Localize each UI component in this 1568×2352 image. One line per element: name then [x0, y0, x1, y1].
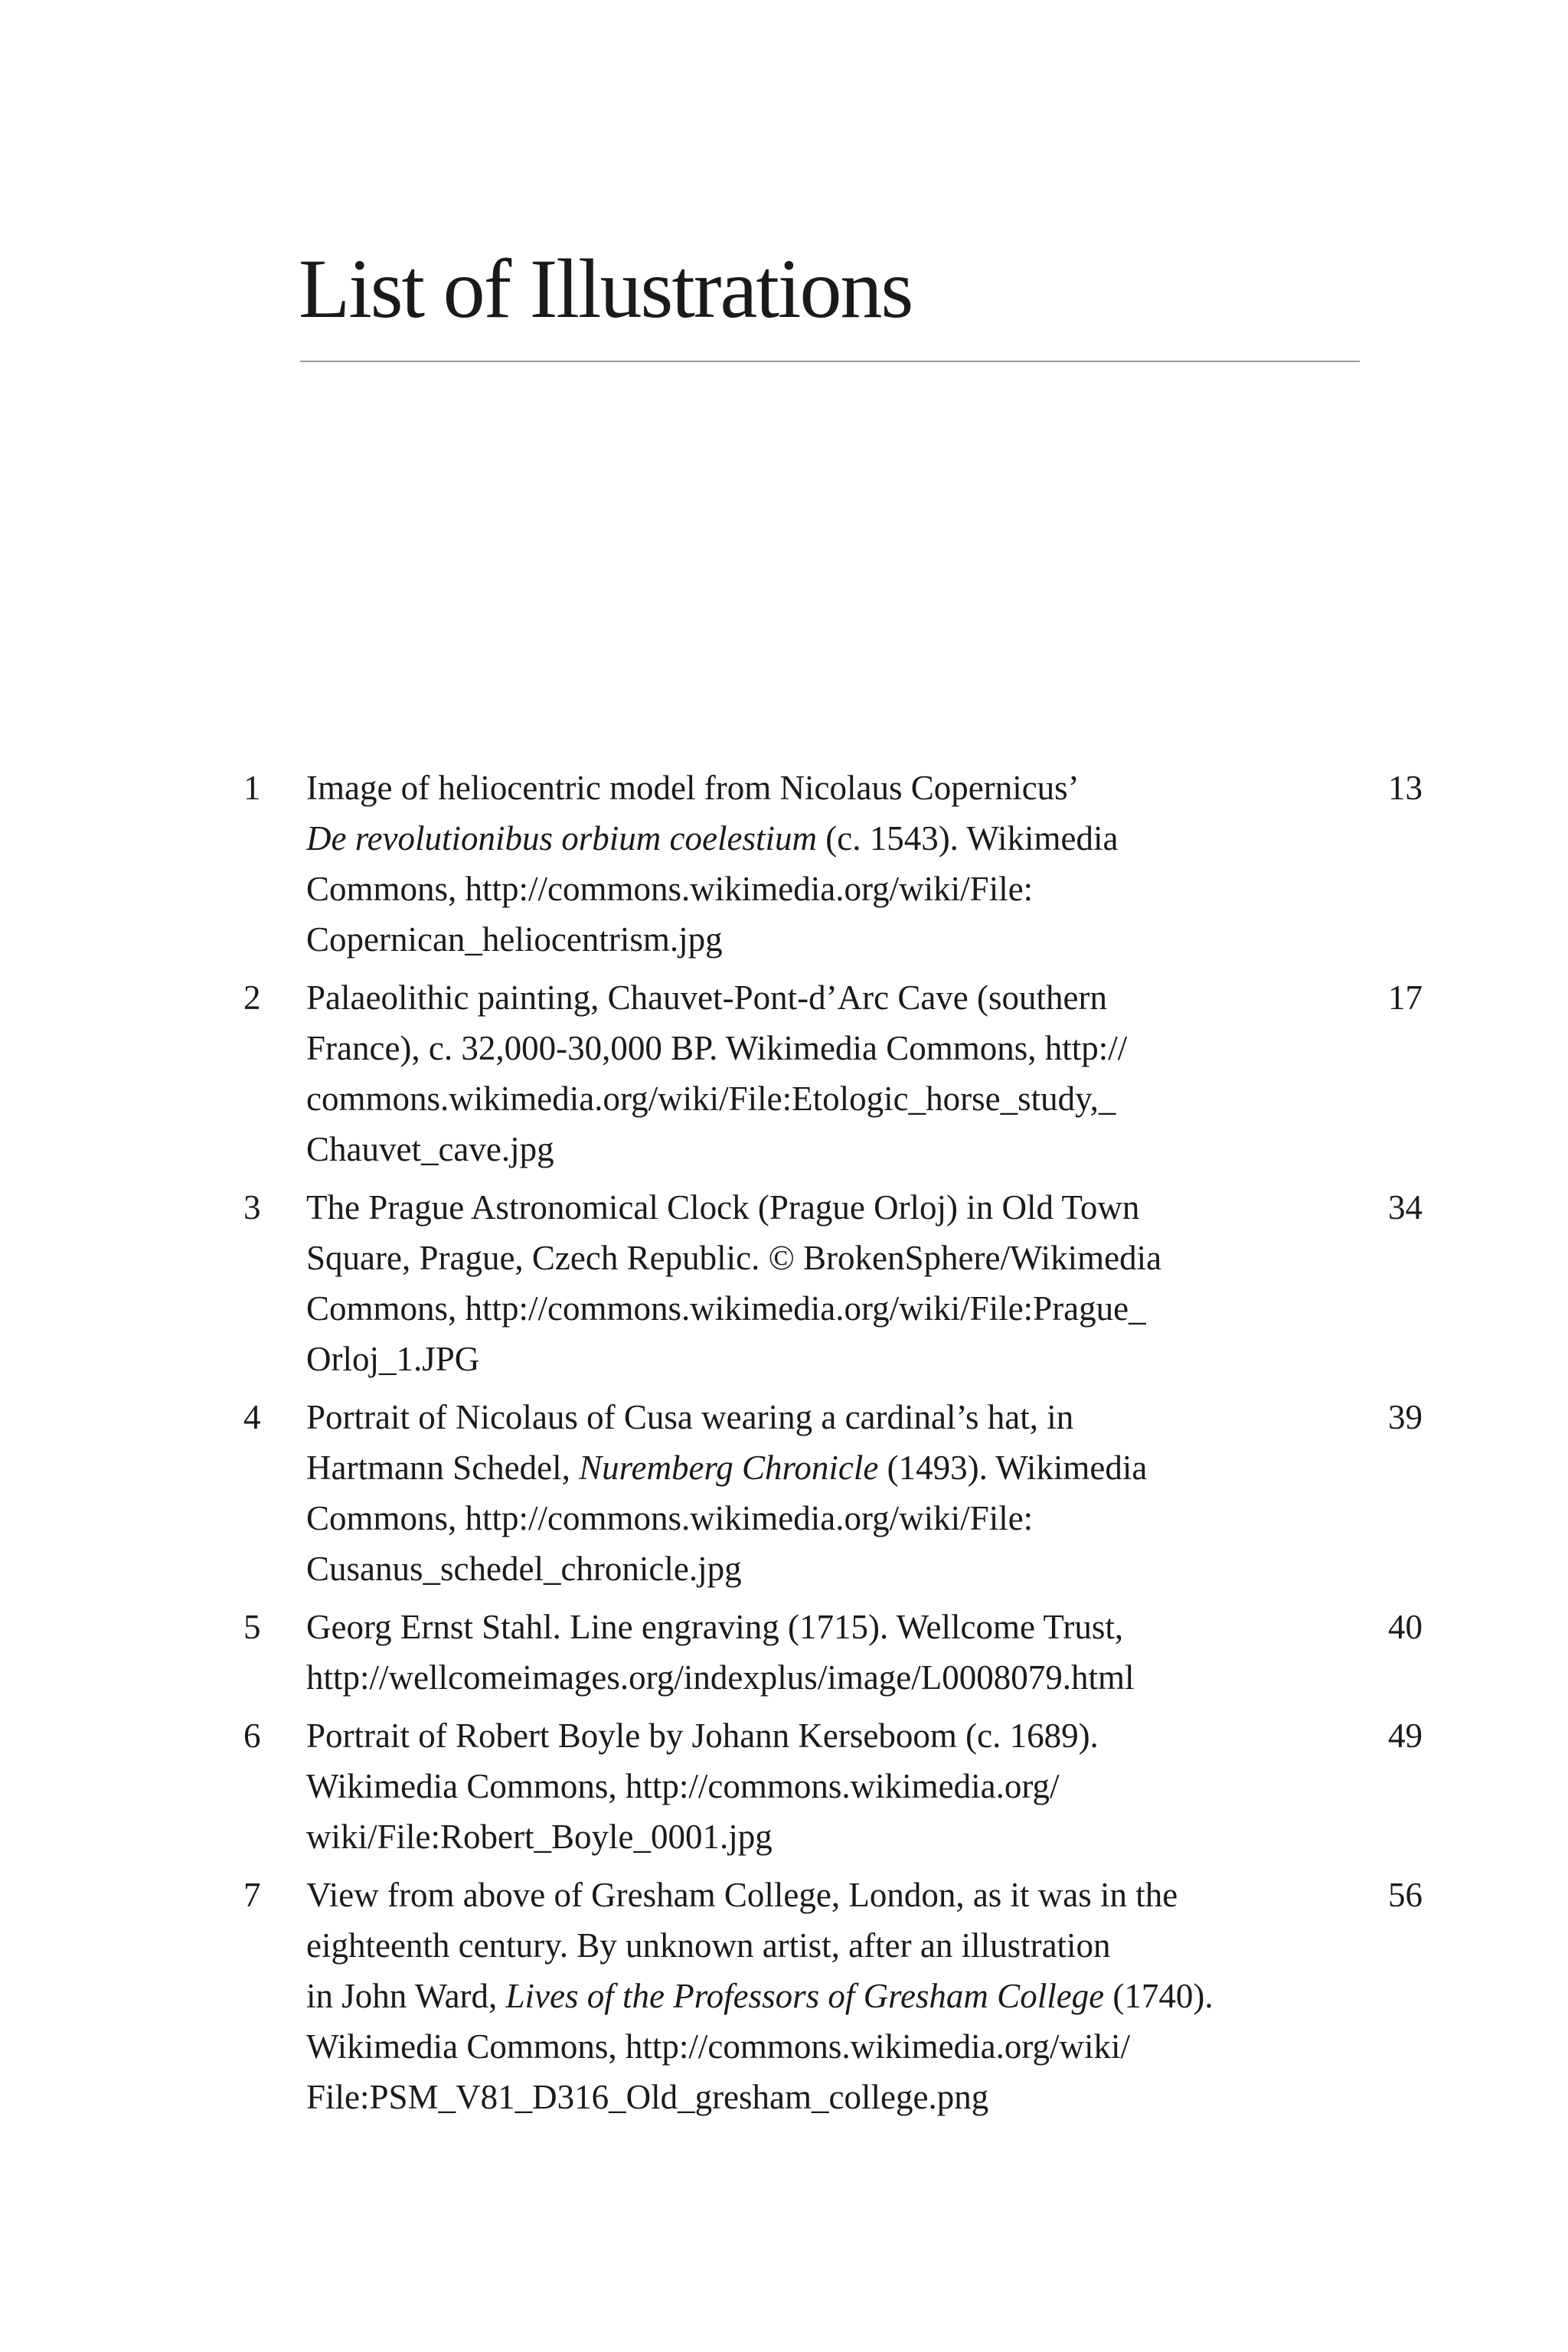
caption-line [306, 2021, 1302, 2072]
entry-caption [306, 763, 1302, 965]
entry-caption [306, 1182, 1302, 1384]
caption-text: Square, Prague, Czech Republic. © BrokenSphere/Wikimedia [306, 1239, 1162, 1277]
caption-line [306, 2072, 1302, 2122]
caption-line [306, 1870, 1302, 1920]
caption-line [306, 1602, 1302, 1652]
entry-page-number: 49 [1388, 1717, 1423, 1755]
caption-text: The Prague Astronomical Clock (Prague Orloj) in Old Town [306, 1188, 1140, 1227]
italic-title: De revolutionibus orbium coelestium [306, 819, 817, 858]
caption-text: France), c. 32,000-30,000 BP. Wikimedia Commons, http:// [306, 1029, 1128, 1067]
entry-page-number: 40 [1388, 1608, 1423, 1646]
entry-number: 5 [243, 1608, 261, 1646]
entry-caption [306, 1392, 1302, 1594]
entry-page-number: 56 [1388, 1876, 1423, 1914]
caption-text: Commons, http://commons.wikimedia.org/wiki/File: [306, 1499, 1034, 1537]
caption-text: Portrait of Robert Boyle by Johann Kerseboom (c. 1689). [306, 1717, 1099, 1755]
entry-caption [306, 1710, 1302, 1862]
caption-text: commons.wikimedia.org/wiki/File:Etologic_horse_study,_ [306, 1080, 1116, 1118]
caption-text: (1493). Wikimedia [878, 1449, 1148, 1487]
entry-number: 6 [243, 1717, 261, 1755]
entry-page-number: 13 [1388, 769, 1423, 807]
page-title: List of Illustrations [299, 242, 913, 335]
caption-text: Hartmann Schedel, [306, 1449, 580, 1487]
entry-number: 2 [243, 978, 261, 1017]
caption-text: Image of heliocentric model from Nicolaus Copernicus’ [306, 769, 1080, 807]
caption-line [306, 1544, 1302, 1594]
caption-line [306, 1493, 1302, 1544]
list-item [243, 763, 1423, 965]
caption-line [306, 1920, 1302, 1971]
caption-line [306, 1811, 1302, 1862]
caption-line [306, 1392, 1302, 1442]
caption-line [306, 1442, 1302, 1493]
entry-number: 4 [243, 1398, 261, 1436]
caption-text: Commons, http://commons.wikimedia.org/wiki/File: [306, 870, 1034, 908]
caption-text: Orloj_1.JPG [306, 1340, 480, 1378]
caption-line [306, 813, 1302, 864]
caption-text: Palaeolithic painting, Chauvet-Pont-d’Arc Cave (southern [306, 978, 1107, 1017]
entry-page-number: 34 [1388, 1188, 1423, 1227]
entry-caption [306, 1870, 1302, 2122]
caption-line [306, 1023, 1302, 1073]
caption-text: Wikimedia Commons, http://commons.wikimedia.org/wiki/ [306, 2027, 1131, 2066]
caption-line [306, 1283, 1302, 1334]
list-item [243, 1392, 1423, 1594]
caption-text: (1740). [1104, 1977, 1214, 2015]
caption-line [306, 1710, 1302, 1761]
caption-line [306, 1073, 1302, 1124]
illustrations-list [243, 763, 1423, 2130]
caption-line [306, 763, 1302, 813]
list-item [243, 972, 1423, 1174]
caption-text: Copernican_heliocentrism.jpg [306, 920, 723, 959]
caption-line [306, 864, 1302, 914]
caption-line [306, 1652, 1302, 1703]
caption-line [306, 1233, 1302, 1283]
entry-number: 7 [243, 1876, 261, 1914]
caption-text: Portrait of Nicolaus of Cusa wearing a cardinal’s hat, in [306, 1398, 1074, 1436]
entry-caption [306, 1602, 1302, 1703]
entry-caption [306, 972, 1302, 1174]
caption-line [306, 1182, 1302, 1233]
caption-text: View from above of Gresham College, London, as it was in the [306, 1876, 1178, 1914]
caption-line [306, 1971, 1302, 2021]
caption-text: http://wellcomeimages.org/indexplus/image/L0008079.html [306, 1658, 1135, 1697]
list-item [243, 1870, 1423, 2122]
list-item [243, 1710, 1423, 1862]
caption-text: (c. 1543). Wikimedia [816, 819, 1119, 858]
caption-text: Cusanus_schedel_chronicle.jpg [306, 1550, 742, 1588]
caption-line [306, 972, 1302, 1023]
caption-line [306, 914, 1302, 965]
italic-title: Lives of the Professors of Gresham College [505, 1977, 1105, 2015]
italic-title: Nuremberg Chronicle [579, 1449, 879, 1487]
caption-text: Commons, http://commons.wikimedia.org/wiki/File:Prague_ [306, 1289, 1146, 1328]
title-divider [300, 361, 1360, 362]
caption-text: wiki/File:Robert_Boyle_0001.jpg [306, 1818, 773, 1856]
caption-line [306, 1761, 1302, 1811]
caption-text: in John Ward, [306, 1977, 506, 2015]
caption-text: eighteenth century. By unknown artist, after an illustration [306, 1926, 1111, 1965]
list-item [243, 1602, 1423, 1703]
caption-text: File:PSM_V81_D316_Old_gresham_college.png [306, 2078, 989, 2116]
caption-text: Chauvet_cave.jpg [306, 1130, 554, 1168]
caption-line [306, 1334, 1302, 1384]
entry-number: 1 [243, 769, 261, 807]
caption-text: Wikimedia Commons, http://commons.wikimedia.org/ [306, 1767, 1060, 1805]
entry-page-number: 39 [1388, 1398, 1423, 1436]
entry-page-number: 17 [1388, 978, 1423, 1017]
caption-line [306, 1124, 1302, 1174]
caption-text: Georg Ernst Stahl. Line engraving (1715). Wellcome Trust, [306, 1608, 1124, 1646]
list-item [243, 1182, 1423, 1384]
entry-number: 3 [243, 1188, 261, 1227]
